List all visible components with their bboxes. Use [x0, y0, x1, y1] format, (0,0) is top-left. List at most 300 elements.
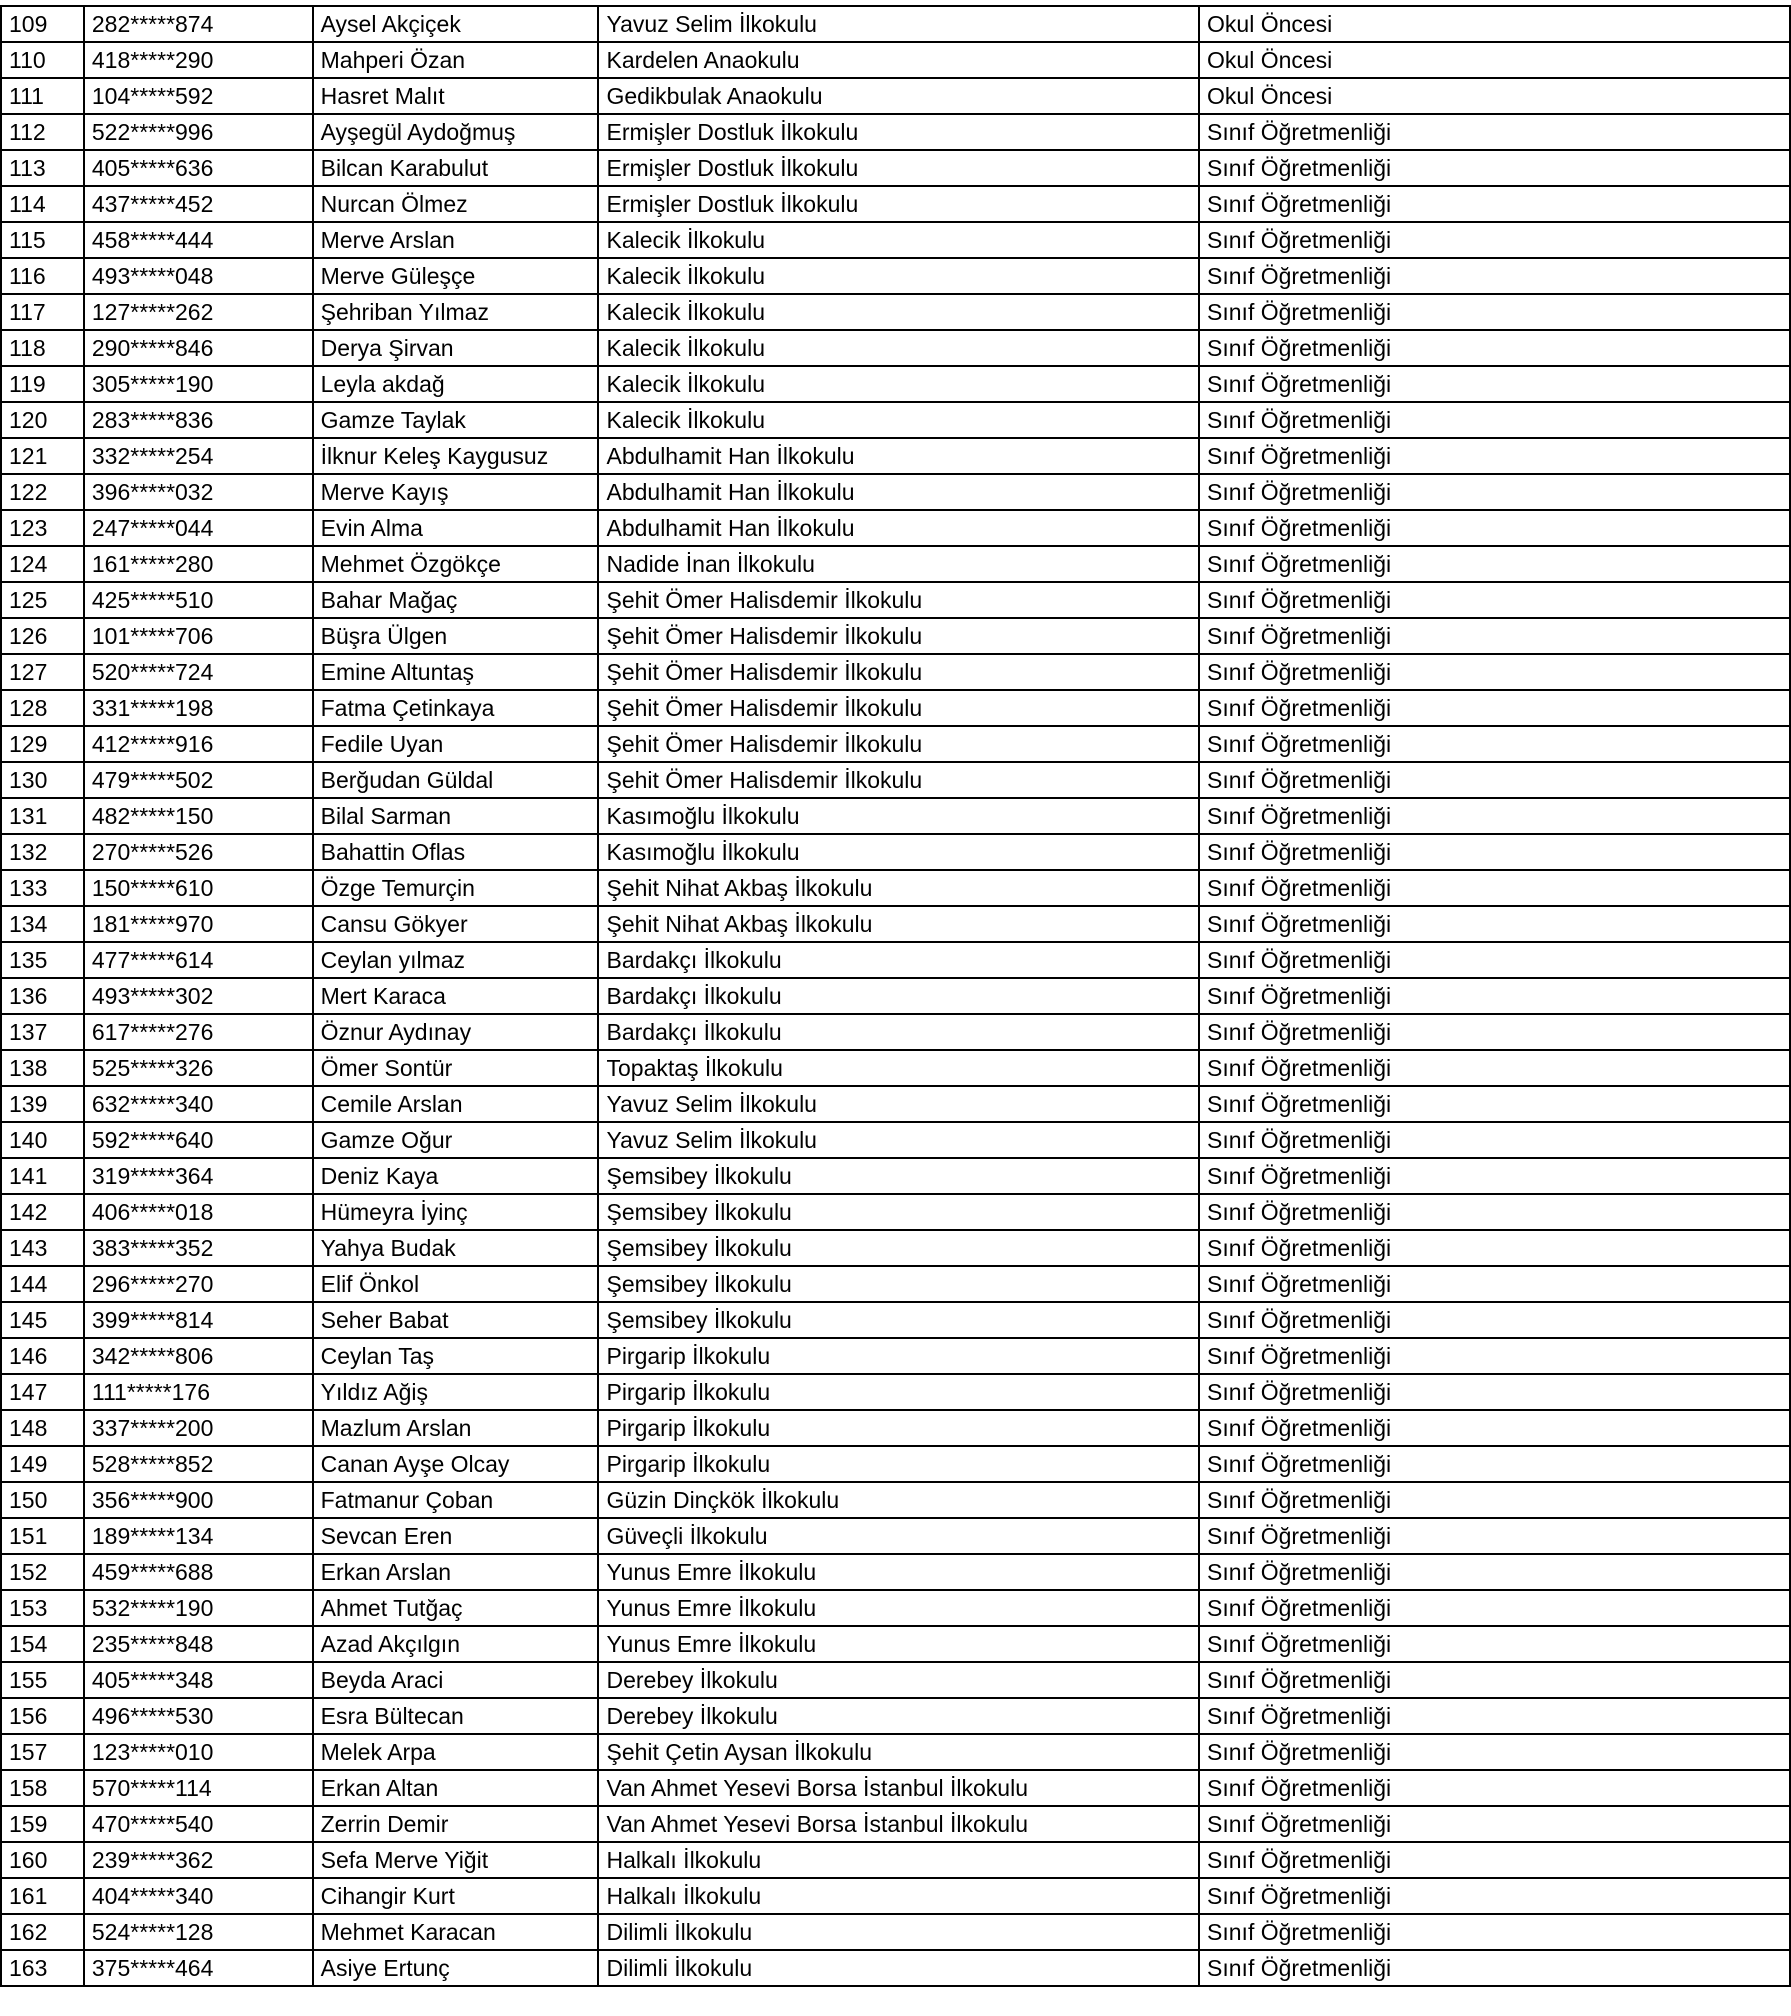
full-name-cell: Ahmet Tutğaç — [313, 1590, 599, 1626]
school-name-cell: Topaktaş İlkokulu — [598, 1050, 1199, 1086]
branch-cell: Sınıf Öğretmenliği — [1199, 258, 1790, 294]
school-name-cell: Şehit Nihat Akbaş İlkokulu — [598, 870, 1199, 906]
full-name-cell: Leyla akdağ — [313, 366, 599, 402]
id-number-cell: 525*****326 — [84, 1050, 313, 1086]
school-name-cell: Şemsibey İlkokulu — [598, 1158, 1199, 1194]
branch-cell: Sınıf Öğretmenliği — [1199, 618, 1790, 654]
table-row — [1, 402, 1790, 438]
full-name-cell: Emine Altuntaş — [313, 654, 599, 690]
id-number-cell: 405*****636 — [84, 150, 313, 186]
full-name-cell: Mehmet Özgökçe — [313, 546, 599, 582]
table-row — [1, 546, 1790, 582]
row-number-cell: 139 — [1, 1086, 84, 1122]
branch-cell: Sınıf Öğretmenliği — [1199, 1230, 1790, 1266]
table-row — [1, 906, 1790, 942]
row-number-cell: 127 — [1, 654, 84, 690]
id-number-cell: 459*****688 — [84, 1554, 313, 1590]
table-row — [1, 1338, 1790, 1374]
row-number-cell: 148 — [1, 1410, 84, 1446]
full-name-cell: Büşra Ülgen — [313, 618, 599, 654]
id-number-cell: 458*****444 — [84, 222, 313, 258]
branch-cell: Sınıf Öğretmenliği — [1199, 1554, 1790, 1590]
branch-cell: Sınıf Öğretmenliği — [1199, 1446, 1790, 1482]
row-number-cell: 147 — [1, 1374, 84, 1410]
row-number-cell: 138 — [1, 1050, 84, 1086]
full-name-cell: Bilcan Karabulut — [313, 150, 599, 186]
school-name-cell: Yavuz Selim İlkokulu — [598, 1086, 1199, 1122]
row-number-cell: 112 — [1, 114, 84, 150]
branch-cell: Sınıf Öğretmenliği — [1199, 330, 1790, 366]
table-row — [1, 1554, 1790, 1590]
table-row — [1, 582, 1790, 618]
table-row — [1, 1806, 1790, 1842]
id-number-cell: 482*****150 — [84, 798, 313, 834]
full-name-cell: İlknur Keleş Kaygusuz — [313, 438, 599, 474]
school-name-cell: Bardakçı İlkokulu — [598, 1014, 1199, 1050]
id-number-cell: 493*****302 — [84, 978, 313, 1014]
row-number-cell: 114 — [1, 186, 84, 222]
id-number-cell: 356*****900 — [84, 1482, 313, 1518]
id-number-cell: 396*****032 — [84, 474, 313, 510]
table-row — [1, 978, 1790, 1014]
branch-cell: Sınıf Öğretmenliği — [1199, 402, 1790, 438]
full-name-cell: Mert Karaca — [313, 978, 599, 1014]
full-name-cell: Mazlum Arslan — [313, 1410, 599, 1446]
school-name-cell: Ermişler Dostluk İlkokulu — [598, 150, 1199, 186]
id-number-cell: 479*****502 — [84, 762, 313, 798]
row-number-cell: 133 — [1, 870, 84, 906]
school-name-cell: Şemsibey İlkokulu — [598, 1302, 1199, 1338]
table-row — [1, 510, 1790, 546]
full-name-cell: Sevcan Eren — [313, 1518, 599, 1554]
table-row — [1, 834, 1790, 870]
full-name-cell: Özge Temurçin — [313, 870, 599, 906]
school-name-cell: Ermişler Dostluk İlkokulu — [598, 186, 1199, 222]
branch-cell: Sınıf Öğretmenliği — [1199, 1914, 1790, 1950]
id-number-cell: 528*****852 — [84, 1446, 313, 1482]
school-name-cell: Kalecik İlkokulu — [598, 330, 1199, 366]
row-number-cell: 145 — [1, 1302, 84, 1338]
row-number-cell: 120 — [1, 402, 84, 438]
row-number-cell: 141 — [1, 1158, 84, 1194]
full-name-cell: Fedile Uyan — [313, 726, 599, 762]
school-name-cell: Şemsibey İlkokulu — [598, 1194, 1199, 1230]
row-number-cell: 161 — [1, 1878, 84, 1914]
school-name-cell: Kasımoğlu İlkokulu — [598, 798, 1199, 834]
id-number-cell: 296*****270 — [84, 1266, 313, 1302]
table-row — [1, 474, 1790, 510]
id-number-cell: 161*****280 — [84, 546, 313, 582]
row-number-cell: 158 — [1, 1770, 84, 1806]
row-number-cell: 132 — [1, 834, 84, 870]
full-name-cell: Merve Güleşçe — [313, 258, 599, 294]
school-name-cell: Güveçli İlkokulu — [598, 1518, 1199, 1554]
school-name-cell: Şemsibey İlkokulu — [598, 1230, 1199, 1266]
branch-cell: Sınıf Öğretmenliği — [1199, 1626, 1790, 1662]
school-name-cell: Derebey İlkokulu — [598, 1698, 1199, 1734]
id-number-cell: 189*****134 — [84, 1518, 313, 1554]
school-name-cell: Kalecik İlkokulu — [598, 222, 1199, 258]
full-name-cell: Mahperi Özan — [313, 42, 599, 78]
id-number-cell: 383*****352 — [84, 1230, 313, 1266]
table-row — [1, 294, 1790, 330]
full-name-cell: Şehriban Yılmaz — [313, 294, 599, 330]
branch-cell: Sınıf Öğretmenliği — [1199, 1518, 1790, 1554]
full-name-cell: Merve Arslan — [313, 222, 599, 258]
table-row — [1, 1086, 1790, 1122]
id-number-cell: 437*****452 — [84, 186, 313, 222]
row-number-cell: 140 — [1, 1122, 84, 1158]
branch-cell: Sınıf Öğretmenliği — [1199, 1842, 1790, 1878]
table-row — [1, 1122, 1790, 1158]
school-name-cell: Van Ahmet Yesevi Borsa İstanbul İlkokulu — [598, 1770, 1199, 1806]
full-name-cell: Zerrin Demir — [313, 1806, 599, 1842]
school-name-cell: Şehit Çetin Aysan İlkokulu — [598, 1734, 1199, 1770]
id-number-cell: 375*****464 — [84, 1950, 313, 1986]
branch-cell: Sınıf Öğretmenliği — [1199, 1014, 1790, 1050]
table-row — [1, 1626, 1790, 1662]
id-number-cell: 150*****610 — [84, 870, 313, 906]
full-name-cell: Erkan Altan — [313, 1770, 599, 1806]
branch-cell: Sınıf Öğretmenliği — [1199, 1194, 1790, 1230]
id-number-cell: 123*****010 — [84, 1734, 313, 1770]
branch-cell: Sınıf Öğretmenliği — [1199, 726, 1790, 762]
branch-cell: Sınıf Öğretmenliği — [1199, 510, 1790, 546]
branch-cell: Sınıf Öğretmenliği — [1199, 1734, 1790, 1770]
full-name-cell: Berğudan Güldal — [313, 762, 599, 798]
table-row — [1, 366, 1790, 402]
table-row — [1, 1914, 1790, 1950]
full-name-cell: Azad Akçılgın — [313, 1626, 599, 1662]
id-number-cell: 337*****200 — [84, 1410, 313, 1446]
table-row — [1, 762, 1790, 798]
table-row — [1, 1878, 1790, 1914]
table-row — [1, 1374, 1790, 1410]
id-number-cell: 592*****640 — [84, 1122, 313, 1158]
school-name-cell: Ermişler Dostluk İlkokulu — [598, 114, 1199, 150]
branch-cell: Sınıf Öğretmenliği — [1199, 582, 1790, 618]
branch-cell: Sınıf Öğretmenliği — [1199, 906, 1790, 942]
id-number-cell: 617*****276 — [84, 1014, 313, 1050]
school-name-cell: Pirgarip İlkokulu — [598, 1410, 1199, 1446]
full-name-cell: Hümeyra İyinç — [313, 1194, 599, 1230]
branch-cell: Sınıf Öğretmenliği — [1199, 942, 1790, 978]
branch-cell: Okul Öncesi — [1199, 6, 1790, 42]
row-number-cell: 109 — [1, 6, 84, 42]
id-number-cell: 496*****530 — [84, 1698, 313, 1734]
table-row — [1, 150, 1790, 186]
school-name-cell: Şemsibey İlkokulu — [598, 1266, 1199, 1302]
id-number-cell: 477*****614 — [84, 942, 313, 978]
table-row — [1, 1266, 1790, 1302]
row-number-cell: 163 — [1, 1950, 84, 1986]
id-number-cell: 283*****836 — [84, 402, 313, 438]
school-name-cell: Şehit Ömer Halisdemir İlkokulu — [598, 582, 1199, 618]
table-row — [1, 114, 1790, 150]
branch-cell: Sınıf Öğretmenliği — [1199, 690, 1790, 726]
school-name-cell: Şehit Ömer Halisdemir İlkokulu — [598, 618, 1199, 654]
table-row — [1, 1950, 1790, 1986]
school-name-cell: Pirgarip İlkokulu — [598, 1374, 1199, 1410]
school-name-cell: Yunus Emre İlkokulu — [598, 1626, 1199, 1662]
full-name-cell: Ceylan yılmaz — [313, 942, 599, 978]
school-name-cell: Şehit Ömer Halisdemir İlkokulu — [598, 690, 1199, 726]
row-number-cell: 162 — [1, 1914, 84, 1950]
table-row — [1, 1734, 1790, 1770]
school-name-cell: Şehit Ömer Halisdemir İlkokulu — [598, 726, 1199, 762]
full-name-cell: Yahya Budak — [313, 1230, 599, 1266]
id-number-cell: 406*****018 — [84, 1194, 313, 1230]
full-name-cell: Hasret Malıt — [313, 78, 599, 114]
school-name-cell: Abdulhamit Han İlkokulu — [598, 438, 1199, 474]
full-name-cell: Aysel Akçiçek — [313, 6, 599, 42]
id-number-cell: 418*****290 — [84, 42, 313, 78]
table-row — [1, 690, 1790, 726]
id-number-cell: 412*****916 — [84, 726, 313, 762]
teacher-list-table — [0, 5, 1791, 1987]
school-name-cell: Abdulhamit Han İlkokulu — [598, 474, 1199, 510]
school-name-cell: Şehit Ömer Halisdemir İlkokulu — [598, 654, 1199, 690]
row-number-cell: 152 — [1, 1554, 84, 1590]
table-row — [1, 438, 1790, 474]
branch-cell: Sınıf Öğretmenliği — [1199, 1662, 1790, 1698]
school-name-cell: Kalecik İlkokulu — [598, 366, 1199, 402]
table-row — [1, 1230, 1790, 1266]
branch-cell: Sınıf Öğretmenliği — [1199, 1410, 1790, 1446]
school-name-cell: Yunus Emre İlkokulu — [598, 1554, 1199, 1590]
branch-cell: Sınıf Öğretmenliği — [1199, 1158, 1790, 1194]
row-number-cell: 117 — [1, 294, 84, 330]
id-number-cell: 404*****340 — [84, 1878, 313, 1914]
row-number-cell: 136 — [1, 978, 84, 1014]
school-name-cell: Kardelen Anaokulu — [598, 42, 1199, 78]
full-name-cell: Merve Kayış — [313, 474, 599, 510]
branch-cell: Sınıf Öğretmenliği — [1199, 546, 1790, 582]
full-name-cell: Elif Önkol — [313, 1266, 599, 1302]
row-number-cell: 116 — [1, 258, 84, 294]
branch-cell: Sınıf Öğretmenliği — [1199, 762, 1790, 798]
school-name-cell: Pirgarip İlkokulu — [598, 1446, 1199, 1482]
school-name-cell: Abdulhamit Han İlkokulu — [598, 510, 1199, 546]
table-row — [1, 222, 1790, 258]
branch-cell: Sınıf Öğretmenliği — [1199, 1878, 1790, 1914]
table-row — [1, 1446, 1790, 1482]
school-name-cell: Bardakçı İlkokulu — [598, 978, 1199, 1014]
school-name-cell: Kasımoğlu İlkokulu — [598, 834, 1199, 870]
id-number-cell: 111*****176 — [84, 1374, 313, 1410]
branch-cell: Sınıf Öğretmenliği — [1199, 222, 1790, 258]
table-row — [1, 726, 1790, 762]
id-number-cell: 101*****706 — [84, 618, 313, 654]
table-row — [1, 1518, 1790, 1554]
full-name-cell: Ceylan Taş — [313, 1338, 599, 1374]
row-number-cell: 115 — [1, 222, 84, 258]
branch-cell: Sınıf Öğretmenliği — [1199, 1302, 1790, 1338]
full-name-cell: Canan Ayşe Olcay — [313, 1446, 599, 1482]
branch-cell: Sınıf Öğretmenliği — [1199, 1338, 1790, 1374]
branch-cell: Sınıf Öğretmenliği — [1199, 150, 1790, 186]
row-number-cell: 137 — [1, 1014, 84, 1050]
school-name-cell: Halkalı İlkokulu — [598, 1842, 1199, 1878]
branch-cell: Sınıf Öğretmenliği — [1199, 1770, 1790, 1806]
branch-cell: Sınıf Öğretmenliği — [1199, 1698, 1790, 1734]
id-number-cell: 332*****254 — [84, 438, 313, 474]
row-number-cell: 121 — [1, 438, 84, 474]
branch-cell: Sınıf Öğretmenliği — [1199, 870, 1790, 906]
id-number-cell: 235*****848 — [84, 1626, 313, 1662]
full-name-cell: Bahar Mağaç — [313, 582, 599, 618]
table-row — [1, 1770, 1790, 1806]
table-row — [1, 798, 1790, 834]
row-number-cell: 144 — [1, 1266, 84, 1302]
id-number-cell: 425*****510 — [84, 582, 313, 618]
row-number-cell: 124 — [1, 546, 84, 582]
full-name-cell: Fatmanur Çoban — [313, 1482, 599, 1518]
row-number-cell: 151 — [1, 1518, 84, 1554]
row-number-cell: 143 — [1, 1230, 84, 1266]
school-name-cell: Nadide İnan İlkokulu — [598, 546, 1199, 582]
branch-cell: Sınıf Öğretmenliği — [1199, 1950, 1790, 1986]
school-name-cell: Kalecik İlkokulu — [598, 294, 1199, 330]
full-name-cell: Erkan Arslan — [313, 1554, 599, 1590]
row-number-cell: 135 — [1, 942, 84, 978]
row-number-cell: 134 — [1, 906, 84, 942]
school-name-cell: Şehit Nihat Akbaş İlkokulu — [598, 906, 1199, 942]
full-name-cell: Seher Babat — [313, 1302, 599, 1338]
full-name-cell: Derya Şirvan — [313, 330, 599, 366]
row-number-cell: 150 — [1, 1482, 84, 1518]
id-number-cell: 524*****128 — [84, 1914, 313, 1950]
branch-cell: Sınıf Öğretmenliği — [1199, 1482, 1790, 1518]
full-name-cell: Bahattin Oflas — [313, 834, 599, 870]
table-row — [1, 1842, 1790, 1878]
row-number-cell: 119 — [1, 366, 84, 402]
full-name-cell: Mehmet Karacan — [313, 1914, 599, 1950]
row-number-cell: 156 — [1, 1698, 84, 1734]
branch-cell: Sınıf Öğretmenliği — [1199, 186, 1790, 222]
table-row — [1, 1698, 1790, 1734]
table-body — [1, 6, 1790, 1986]
branch-cell: Okul Öncesi — [1199, 42, 1790, 78]
row-number-cell: 142 — [1, 1194, 84, 1230]
full-name-cell: Beyda Araci — [313, 1662, 599, 1698]
school-name-cell: Yavuz Selim İlkokulu — [598, 6, 1199, 42]
school-name-cell: Halkalı İlkokulu — [598, 1878, 1199, 1914]
branch-cell: Sınıf Öğretmenliği — [1199, 1590, 1790, 1626]
id-number-cell: 520*****724 — [84, 654, 313, 690]
id-number-cell: 570*****114 — [84, 1770, 313, 1806]
row-number-cell: 131 — [1, 798, 84, 834]
id-number-cell: 282*****874 — [84, 6, 313, 42]
full-name-cell: Asiye Ertunç — [313, 1950, 599, 1986]
row-number-cell: 111 — [1, 78, 84, 114]
school-name-cell: Bardakçı İlkokulu — [598, 942, 1199, 978]
branch-cell: Sınıf Öğretmenliği — [1199, 114, 1790, 150]
row-number-cell: 159 — [1, 1806, 84, 1842]
table-row — [1, 942, 1790, 978]
school-name-cell: Derebey İlkokulu — [598, 1662, 1199, 1698]
id-number-cell: 493*****048 — [84, 258, 313, 294]
id-number-cell: 247*****044 — [84, 510, 313, 546]
table-row — [1, 1482, 1790, 1518]
branch-cell: Sınıf Öğretmenliği — [1199, 654, 1790, 690]
school-name-cell: Kalecik İlkokulu — [598, 402, 1199, 438]
branch-cell: Sınıf Öğretmenliği — [1199, 834, 1790, 870]
row-number-cell: 129 — [1, 726, 84, 762]
id-number-cell: 181*****970 — [84, 906, 313, 942]
full-name-cell: Gamze Taylak — [313, 402, 599, 438]
row-number-cell: 157 — [1, 1734, 84, 1770]
row-number-cell: 110 — [1, 42, 84, 78]
id-number-cell: 104*****592 — [84, 78, 313, 114]
id-number-cell: 470*****540 — [84, 1806, 313, 1842]
full-name-cell: Cemile Arslan — [313, 1086, 599, 1122]
row-number-cell: 160 — [1, 1842, 84, 1878]
table-row — [1, 1050, 1790, 1086]
branch-cell: Sınıf Öğretmenliği — [1199, 1806, 1790, 1842]
school-name-cell: Dilimli İlkokulu — [598, 1950, 1199, 1986]
table-row — [1, 1662, 1790, 1698]
full-name-cell: Cihangir Kurt — [313, 1878, 599, 1914]
id-number-cell: 331*****198 — [84, 690, 313, 726]
school-name-cell: Şehit Ömer Halisdemir İlkokulu — [598, 762, 1199, 798]
row-number-cell: 118 — [1, 330, 84, 366]
id-number-cell: 127*****262 — [84, 294, 313, 330]
id-number-cell: 270*****526 — [84, 834, 313, 870]
table-row — [1, 1302, 1790, 1338]
id-number-cell: 522*****996 — [84, 114, 313, 150]
branch-cell: Sınıf Öğretmenliği — [1199, 1266, 1790, 1302]
id-number-cell: 290*****846 — [84, 330, 313, 366]
row-number-cell: 146 — [1, 1338, 84, 1374]
id-number-cell: 319*****364 — [84, 1158, 313, 1194]
branch-cell: Sınıf Öğretmenliği — [1199, 1086, 1790, 1122]
table-row — [1, 42, 1790, 78]
school-name-cell: Van Ahmet Yesevi Borsa İstanbul İlkokulu — [598, 1806, 1199, 1842]
full-name-cell: Sefa Merve Yiğit — [313, 1842, 599, 1878]
full-name-cell: Deniz Kaya — [313, 1158, 599, 1194]
school-name-cell: Kalecik İlkokulu — [598, 258, 1199, 294]
full-name-cell: Cansu Gökyer — [313, 906, 599, 942]
id-number-cell: 532*****190 — [84, 1590, 313, 1626]
branch-cell: Sınıf Öğretmenliği — [1199, 1050, 1790, 1086]
full-name-cell: Yıldız Ağiş — [313, 1374, 599, 1410]
row-number-cell: 155 — [1, 1662, 84, 1698]
branch-cell: Okul Öncesi — [1199, 78, 1790, 114]
full-name-cell: Fatma Çetinkaya — [313, 690, 599, 726]
id-number-cell: 399*****814 — [84, 1302, 313, 1338]
table-row — [1, 654, 1790, 690]
id-number-cell: 405*****348 — [84, 1662, 313, 1698]
row-number-cell: 128 — [1, 690, 84, 726]
school-name-cell: Pirgarip İlkokulu — [598, 1338, 1199, 1374]
table-row — [1, 1590, 1790, 1626]
full-name-cell: Bilal Sarman — [313, 798, 599, 834]
table-row — [1, 1194, 1790, 1230]
school-name-cell: Güzin Dinçkök İlkokulu — [598, 1482, 1199, 1518]
row-number-cell: 149 — [1, 1446, 84, 1482]
id-number-cell: 342*****806 — [84, 1338, 313, 1374]
table-row — [1, 330, 1790, 366]
id-number-cell: 632*****340 — [84, 1086, 313, 1122]
branch-cell: Sınıf Öğretmenliği — [1199, 798, 1790, 834]
row-number-cell: 154 — [1, 1626, 84, 1662]
table-row — [1, 1014, 1790, 1050]
branch-cell: Sınıf Öğretmenliği — [1199, 294, 1790, 330]
row-number-cell: 113 — [1, 150, 84, 186]
full-name-cell: Melek Arpa — [313, 1734, 599, 1770]
table-row — [1, 6, 1790, 42]
